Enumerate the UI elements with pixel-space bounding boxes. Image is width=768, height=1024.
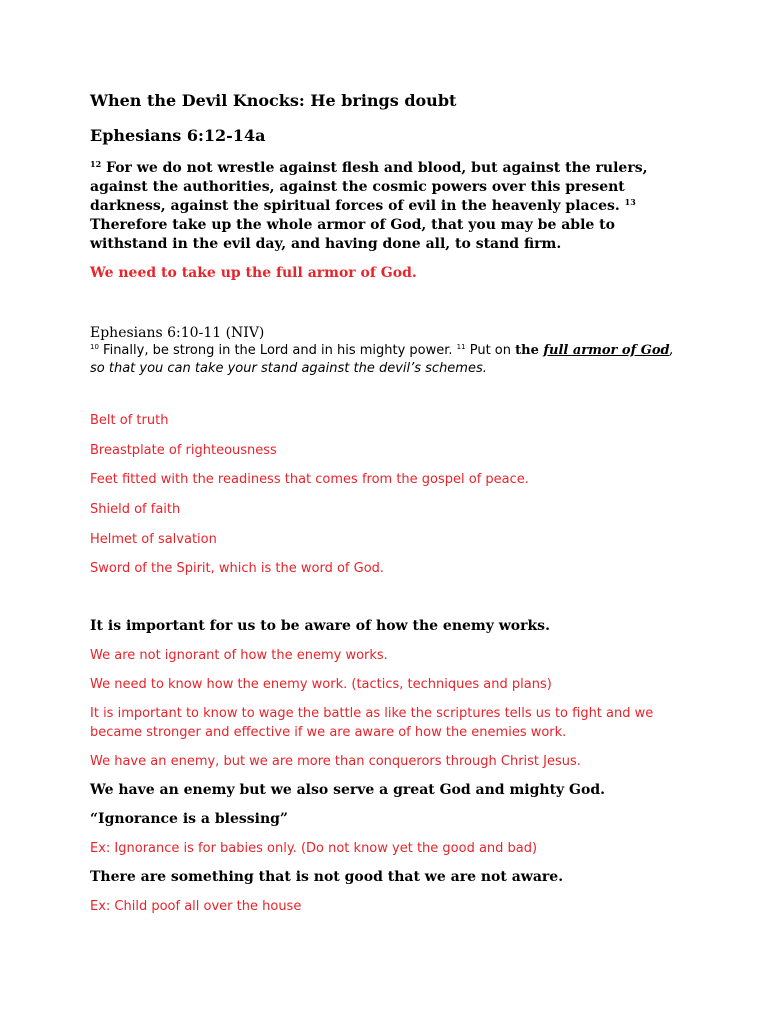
scripture-passage xyxy=(90,159,690,254)
verse-text-11a: Put on xyxy=(465,343,516,358)
red-example: Ex: Ignorance is for babies only. (Do not know yet the good and bad) xyxy=(90,841,538,857)
red-note: We have an enemy, but we are more than conquerors through Christ Jesus. xyxy=(90,754,581,770)
armor-item: Helmet of salvation xyxy=(90,531,217,547)
verse-number-13: 13 xyxy=(624,197,636,207)
verse-number-12: 12 xyxy=(90,159,102,169)
bold-statement: We have an enemy but we also serve a great God and mighty God. xyxy=(90,782,606,799)
verse-number-11: 11 xyxy=(456,343,466,351)
verse-number-10: 10 xyxy=(90,343,99,351)
armor-item: Feet fitted with the readiness that comes from the gospel of peace. xyxy=(90,472,529,488)
scripture-reference-heading: Ephesians 6:12-14a xyxy=(90,126,266,145)
armor-list xyxy=(90,411,690,589)
armor-item: Breastplate of righteousness xyxy=(90,442,277,458)
bold-quote: “Ignorance is a blessing” xyxy=(90,811,288,828)
red-note: We need to know how the enemy work. (tactics, techniques and plans) xyxy=(90,677,552,693)
armor-item: Belt of truth xyxy=(90,413,169,428)
verse-text-12: For we do not wrestle against flesh and blood, but against the rulers, against the authorities, against the cosmic powers over this present darkness, against the spiritual forces of evil in the heavenly places. xyxy=(90,160,648,214)
emphasis-full-armor: full armor of God xyxy=(543,343,670,358)
bold-statement: There are something that is not good that we are not aware. xyxy=(90,869,564,886)
verse-text-11b: , so that you can take your stand against the devil’s schemes. xyxy=(90,343,674,376)
verse-text-13: Therefore take up the whole armor of God, that you may be able to withstand in the evil day, and having done all, to stand firm. xyxy=(90,217,615,252)
armor-item: Sword of the Spirit, which is the word of God. xyxy=(90,561,385,577)
document-page xyxy=(90,90,690,916)
section-enemy xyxy=(90,617,690,916)
verse-text-10: Finally, be strong in the Lord and in his mighty power. xyxy=(98,343,457,358)
reference-text xyxy=(90,342,690,378)
armor-item: Shield of faith xyxy=(90,502,181,518)
section-heading: It is important for us to be aware of how the enemy works. xyxy=(90,618,550,635)
key-point: We need to take up the full armor of God. xyxy=(90,265,417,281)
reference-title: Ephesians 6:10-11 (NIV) xyxy=(90,325,265,341)
reference-block xyxy=(90,324,690,378)
red-note: It is important to know to wage the battle as like the scriptures tells us to fight and we became stronger and effective if we are aware of how the enemies work. xyxy=(90,706,654,741)
red-note: We are not ignorant of how the enemy works. xyxy=(90,648,388,664)
document-title: When the Devil Knocks: He brings doubt xyxy=(90,91,457,110)
red-example: Ex: Child poof all over the house xyxy=(90,899,302,915)
bold-the: the xyxy=(515,343,544,358)
